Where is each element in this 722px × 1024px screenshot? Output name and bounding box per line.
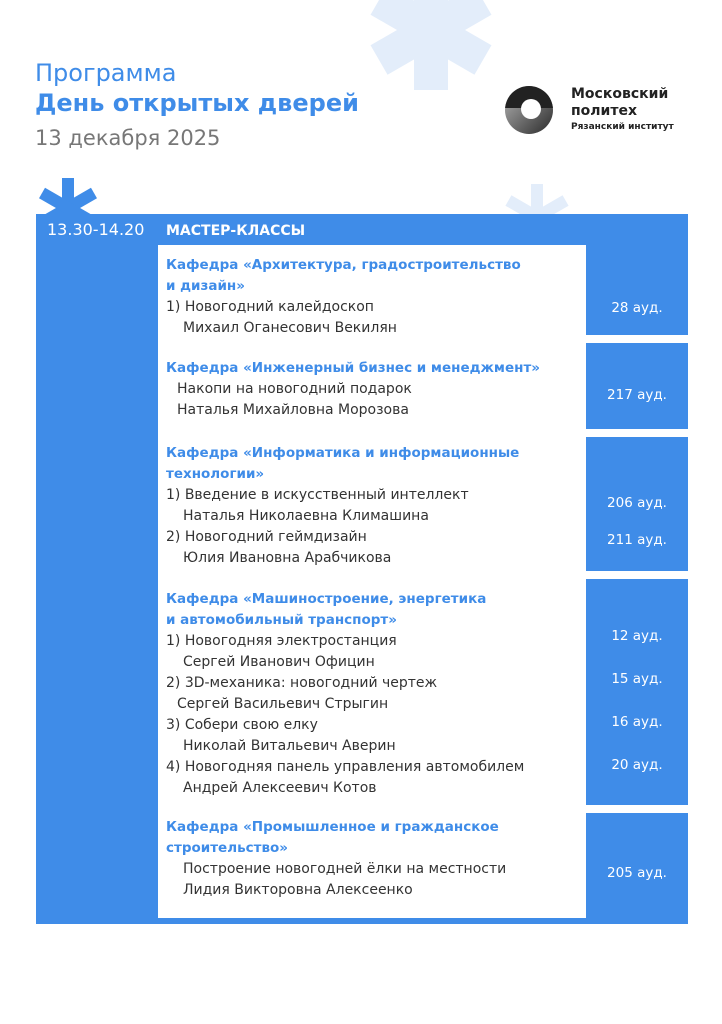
class-name: 1) Новогодняя электростанция: [166, 633, 397, 649]
room-divider: [586, 571, 688, 579]
room-label: 211 ауд.: [607, 532, 667, 548]
department-title: Кафедра «Промышленное и гражданское: [166, 819, 499, 835]
page-header: [35, 58, 359, 155]
room-divider: [586, 335, 688, 343]
schedule-time: 13.30-14.20: [47, 220, 145, 239]
room-label: 28 ауд.: [611, 300, 663, 316]
room-label: 12 ауд.: [611, 628, 663, 644]
room-label: 206 ауд.: [607, 495, 667, 511]
class-teacher: Андрей Алексеевич Котов: [183, 780, 377, 796]
room-divider: [586, 429, 688, 437]
room-label: 217 ауд.: [607, 387, 667, 403]
department-title: Кафедра «Инженерный бизнес и менеджмент»: [166, 360, 540, 376]
class-name: 1) Новогодний калейдоскоп: [166, 299, 374, 315]
department-title: строительство»: [166, 840, 288, 856]
class-name: 3) Собери свою елку: [166, 717, 318, 733]
logo-line-2: политех: [571, 103, 637, 119]
department-title: и дизайн»: [166, 278, 245, 294]
room-divider: [586, 805, 688, 813]
header-date: 13 декабря 2025: [35, 126, 221, 150]
department-mechanical: [166, 589, 576, 799]
department-title: и автомобильный транспорт»: [166, 612, 397, 628]
room-label: 15 ауд.: [611, 671, 663, 687]
section-title: МАСТЕР-КЛАССЫ: [166, 223, 306, 239]
header-event-name: День открытых дверей: [35, 89, 359, 117]
room-label: 16 ауд.: [611, 714, 663, 730]
class-name: Построение новогодней ёлки на местности: [183, 861, 507, 877]
class-teacher: Сергей Иванович Официн: [183, 654, 375, 670]
class-teacher: Михаил Оганесович Векилян: [183, 320, 397, 336]
snowflake-left-icon: [38, 178, 98, 218]
department-architecture: [166, 255, 576, 339]
class-teacher: Наталья Михайловна Морозова: [177, 402, 409, 418]
department-engineering-business: [166, 358, 576, 421]
room-label: 205 ауд.: [607, 865, 667, 881]
class-teacher: Лидия Викторовна Алексеенко: [183, 882, 413, 898]
department-title: технологии»: [166, 466, 265, 482]
department-title: Кафедра «Информатика и информационные: [166, 445, 520, 461]
class-name: Накопи на новогодний подарок: [177, 381, 412, 397]
department-informatics: [166, 443, 576, 569]
class-name: 2) Новогодний геймдизайн: [166, 529, 367, 545]
department-title: Кафедра «Машиностроение, энергетика: [166, 591, 487, 607]
logo-line-1: Московский: [571, 86, 669, 102]
header-title: Программа: [35, 59, 177, 87]
room-label: 20 ауд.: [611, 757, 663, 773]
logo: [503, 84, 674, 136]
snowflake-top-icon: [362, 0, 500, 90]
class-name: 1) Введение в искусственный интеллект: [166, 487, 469, 503]
class-name: 4) Новогодняя панель управления автомобилем: [166, 759, 525, 775]
logo-text: [571, 86, 674, 134]
class-teacher: Наталья Николаевна Климашина: [183, 508, 429, 524]
class-teacher: Юлия Ивановна Арабчикова: [183, 550, 392, 566]
moscow-polytech-logo-icon: [503, 84, 555, 136]
snowflake-right-icon: [504, 184, 570, 214]
class-teacher: Сергей Васильевич Стрыгин: [177, 696, 389, 712]
logo-line-3: Рязанский институт: [571, 122, 674, 132]
department-title: Кафедра «Архитектура, градостроительство: [166, 257, 521, 273]
class-name: 2) 3D-механика: новогодний чертеж: [166, 675, 438, 691]
department-construction: [166, 817, 576, 901]
class-teacher: Николай Витальевич Аверин: [183, 738, 396, 754]
